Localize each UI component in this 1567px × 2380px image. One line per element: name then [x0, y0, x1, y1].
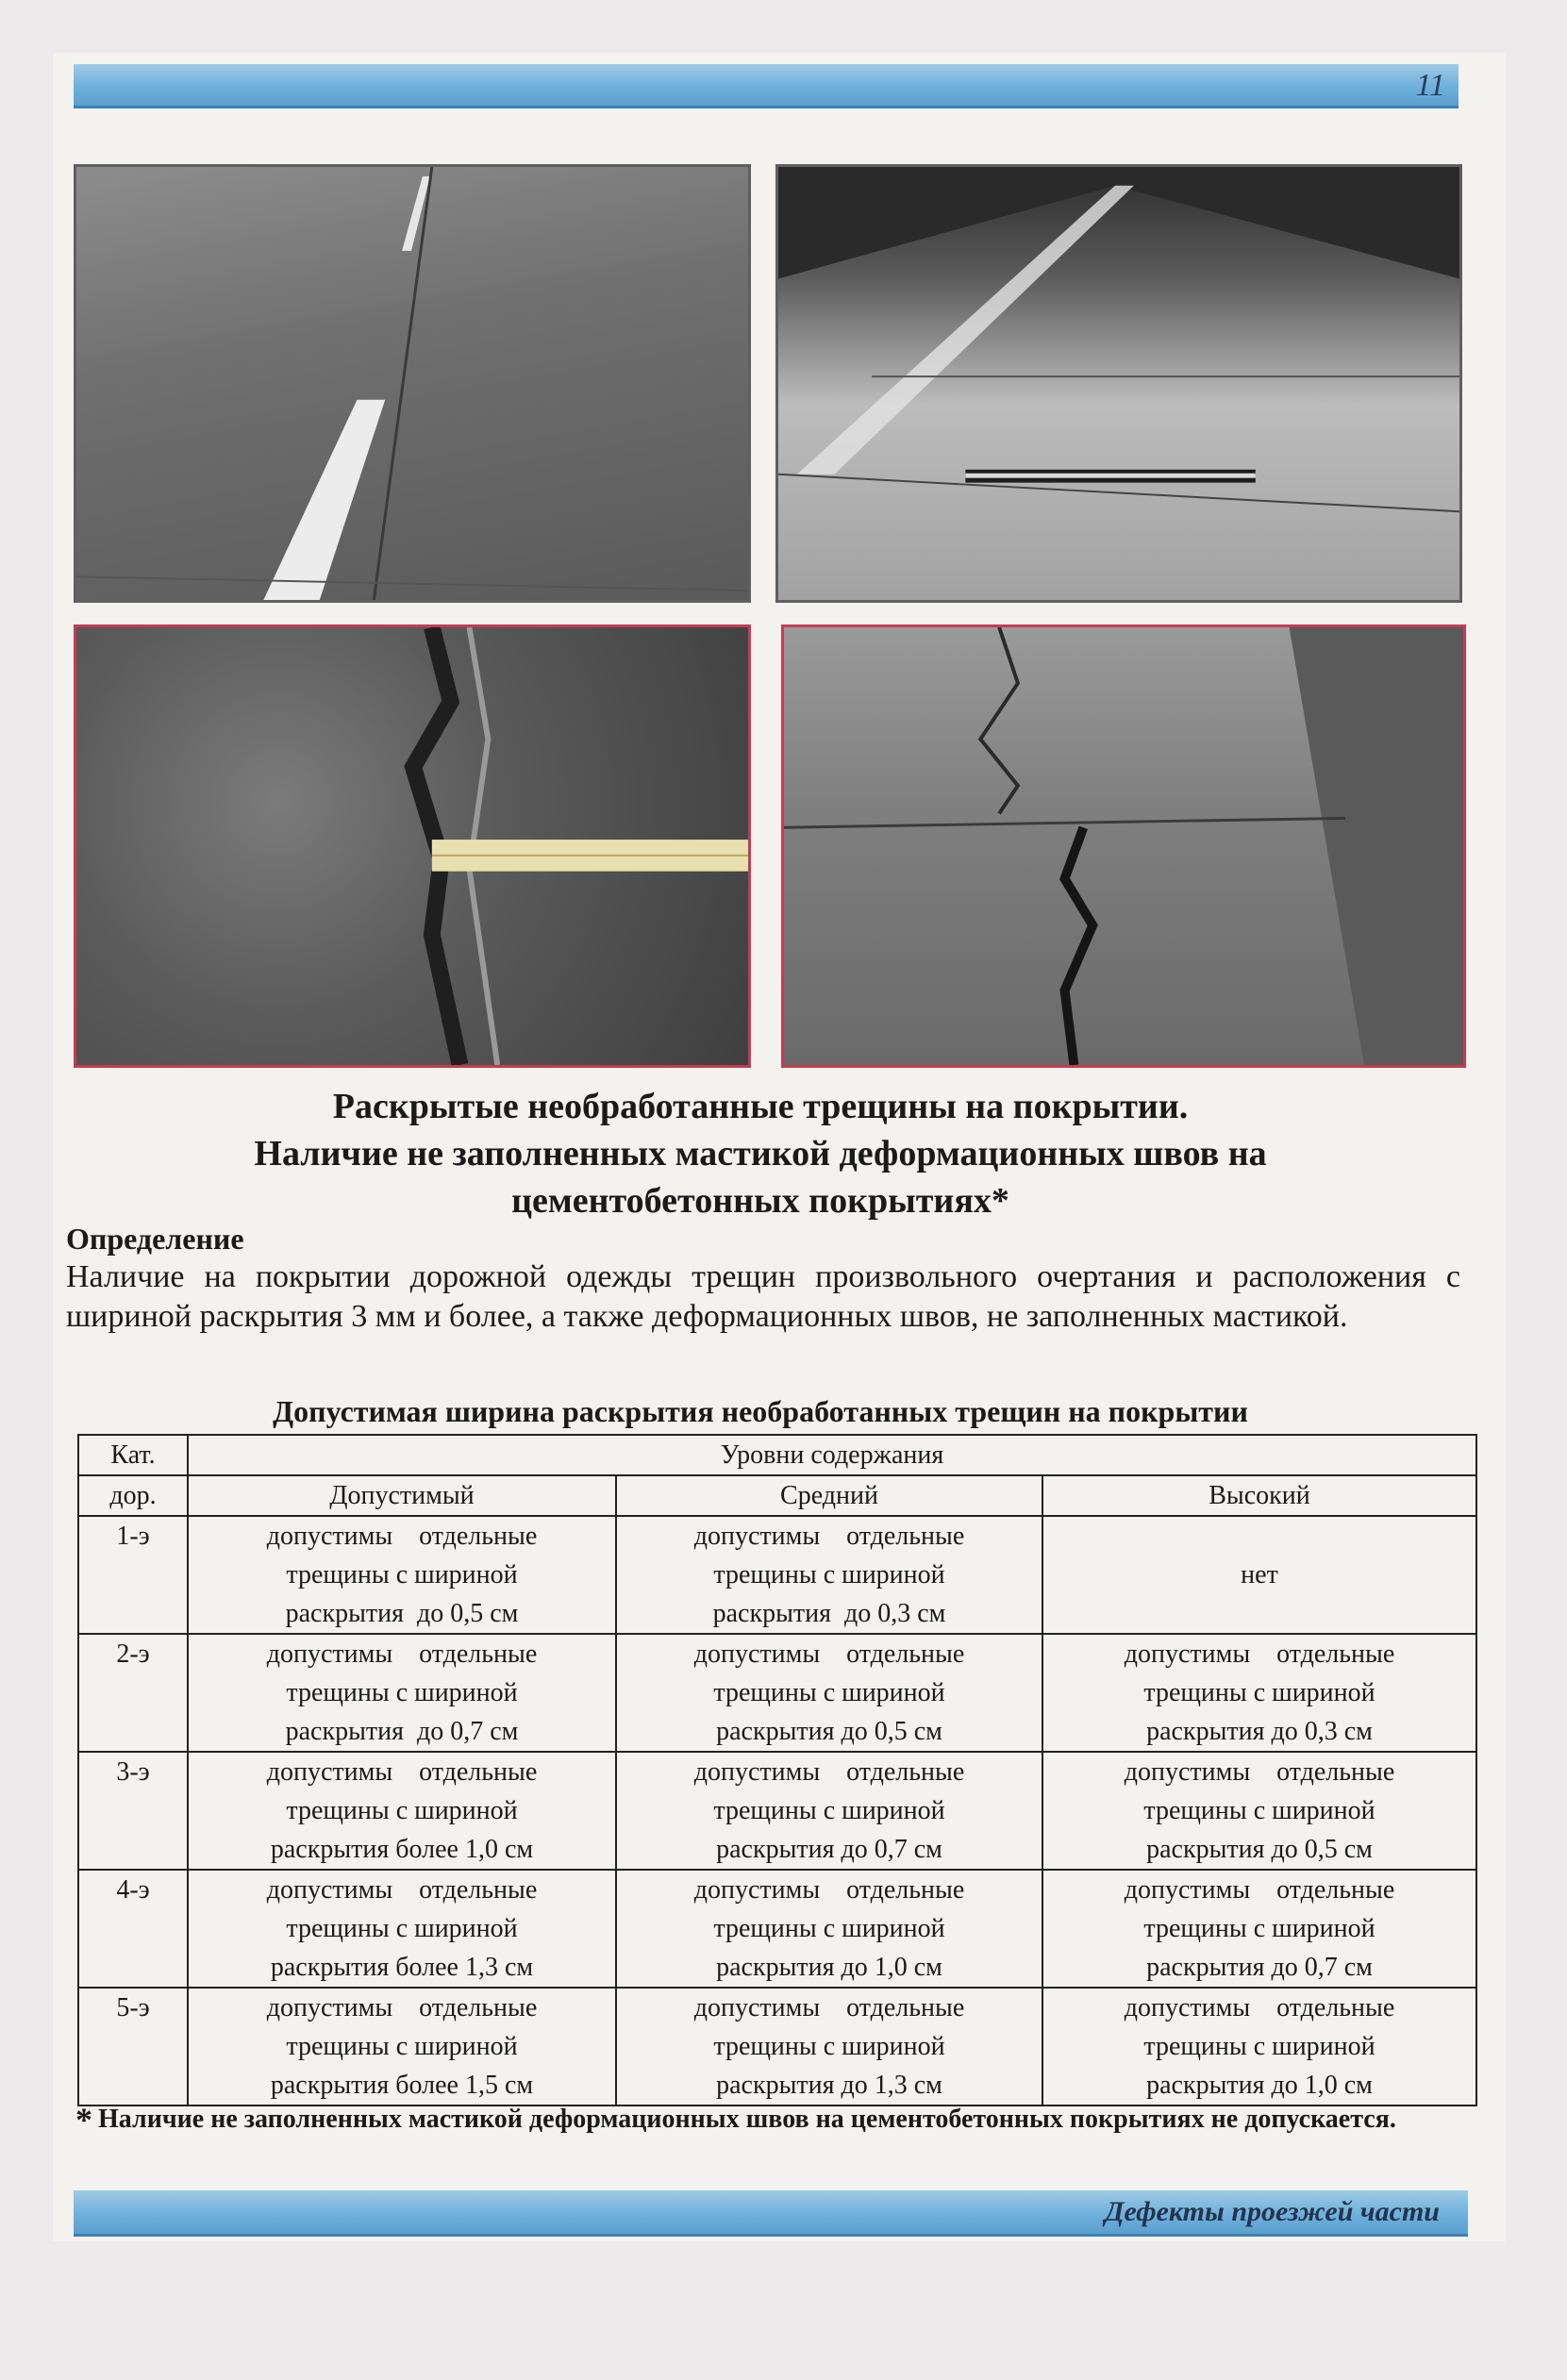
table-cell: [188, 1988, 616, 2105]
title-line-1: Раскрытые необработанные трещины на покрытии.: [332, 1087, 1189, 1126]
cell-line: допустимы отдельные: [693, 1757, 965, 1787]
cell-line: раскрытия более 1,0 см: [270, 1835, 534, 1864]
table-cell: [188, 1634, 616, 1752]
cell-line: трещины с шириной: [1143, 2032, 1375, 2061]
table-cell: [188, 1752, 616, 1870]
cell-line: трещины с шириной: [713, 1914, 945, 1943]
cell-line: допустимы отдельные: [266, 1522, 538, 1551]
cell-line: допустимы отдельные: [266, 1639, 538, 1669]
row-cat: 2-э: [78, 1634, 188, 1752]
cell-line: трещины с шириной: [1143, 1796, 1375, 1825]
cell-line: допустимы отдельные: [693, 1875, 965, 1905]
cell-line: трещины с шириной: [713, 1678, 945, 1707]
photo-road-wide-crack: [781, 624, 1466, 1068]
cell-line: раскрытия более 1,5 см: [270, 2071, 534, 2100]
cell-line: допустимы отдельные: [1124, 1639, 1395, 1669]
cell-line: трещины с шириной: [286, 1560, 518, 1589]
photo-asphalt-crack-tape: [74, 624, 751, 1068]
table-row: [78, 1752, 1476, 1870]
table-row: [78, 1870, 1476, 1988]
cell-line: трещины с шириной: [713, 1796, 945, 1825]
table-cell: [616, 1634, 1042, 1752]
table-cell: [616, 1870, 1042, 1988]
cell-line: нет: [1241, 1560, 1278, 1589]
header-level-allowed: Допустимый: [188, 1475, 616, 1516]
table-caption: Допустимая ширина раскрытия необработанных трещин на покрытии: [273, 1394, 1248, 1428]
title-line-3: цементобетонных покрытиях*: [511, 1181, 1009, 1221]
cell-line: раскрытия до 0,7 см: [1146, 1953, 1373, 1982]
table-cell: [1042, 1634, 1476, 1752]
definition-heading: Определение: [66, 1222, 244, 1256]
table-cell: [616, 1516, 1042, 1634]
cell-line: допустимы отдельные: [1124, 1757, 1395, 1787]
footer-bar: [74, 2190, 1468, 2237]
cell-line: раскрытия до 0,5 см: [716, 1717, 942, 1746]
table-cell: [616, 1752, 1042, 1870]
row-cat: 4-э: [78, 1870, 188, 1988]
photo-road-lane-marking: [74, 164, 751, 603]
table-header-row-2: [78, 1475, 1476, 1516]
cell-line: трещины с шириной: [286, 1796, 518, 1825]
cell-line: раскрытия до 0,3 см: [712, 1599, 946, 1628]
cell-line: допустимы отдельные: [1124, 1875, 1395, 1905]
cell-line: раскрытия до 1,0 см: [1146, 2071, 1373, 2100]
header-levels: Уровни содержания: [188, 1435, 1476, 1475]
table-cell: [616, 1988, 1042, 2105]
row-cat: 5-э: [78, 1988, 188, 2105]
row-cat: 1-э: [78, 1516, 188, 1634]
header-level-high: Высокий: [1042, 1475, 1476, 1516]
cell-line: раскрытия до 1,3 см: [716, 2071, 942, 2100]
cell-line: раскрытия до 1,0 см: [716, 1953, 942, 1982]
row-cat: 3-э: [78, 1752, 188, 1870]
cell-line: допустимы отдельные: [266, 1993, 538, 2022]
cell-line: раскрытия до 0,3 см: [1146, 1717, 1373, 1746]
table-row: [78, 1516, 1476, 1634]
definition-text: Наличие на покрытии дорожной одежды трещин произвольного очертания и расположения с шириной раскрытия 3 мм и более, а также деформационных швов, не заполненных мастикой.: [66, 1259, 1460, 1334]
table-row: [78, 1634, 1476, 1752]
cell-line: допустимы отдельные: [693, 1522, 965, 1551]
table-cell: [1042, 1988, 1476, 2105]
cell-line: трещины с шириной: [713, 2032, 945, 2061]
cell-line: трещины с шириной: [286, 1678, 518, 1707]
header-cat: Кат.: [78, 1435, 188, 1475]
table-cell: [1042, 1516, 1476, 1634]
page-number: 11: [1415, 68, 1445, 103]
table-cell: [1042, 1752, 1476, 1870]
table-cell: [188, 1870, 616, 1988]
cell-line: трещины с шириной: [1143, 1678, 1375, 1707]
footer-section-name: Дефекты проезжей части: [1105, 2196, 1440, 2227]
cell-line: трещины с шириной: [286, 2032, 518, 2061]
footnote-star: *: [75, 2101, 92, 2139]
title-line-2: Наличие не заполненных мастикой деформационных швов на: [254, 1134, 1267, 1173]
footnote-text: Наличие не заполненных мастикой деформационных швов на цементобетонных покрытиях не допускается.: [98, 2105, 1396, 2134]
cell-line: раскрытия более 1,3 см: [270, 1953, 534, 1982]
cell-line: раскрытия до 0,7 см: [285, 1717, 519, 1746]
crack-width-table: [77, 1434, 1477, 2106]
header-bar: [74, 64, 1459, 108]
cell-line: допустимы отдельные: [693, 1993, 965, 2022]
header-level-medium: Средний: [616, 1475, 1042, 1516]
table-cell: [188, 1516, 616, 1634]
cell-line: допустимы отдельные: [266, 1757, 538, 1787]
cell-line: трещины с шириной: [286, 1914, 518, 1943]
cell-line: трещины с шириной: [713, 1560, 945, 1589]
table-header-row-1: [78, 1435, 1476, 1475]
cell-line: допустимы отдельные: [266, 1875, 538, 1905]
cell-line: допустимы отдельные: [693, 1639, 965, 1669]
cell-line: допустимы отдельные: [1124, 1993, 1395, 2022]
footnote: [75, 2102, 1453, 2138]
table-row: [78, 1988, 1476, 2105]
cell-line: раскрытия до 0,5 см: [1146, 1835, 1373, 1864]
table-cell: [1042, 1870, 1476, 1988]
cell-line: раскрытия до 0,5 см: [285, 1599, 519, 1628]
cell-line: трещины с шириной: [1143, 1914, 1375, 1943]
header-road: дор.: [78, 1475, 188, 1516]
section-title: [74, 1083, 1447, 1224]
photo-concrete-road-ruler: [775, 164, 1462, 603]
cell-line: раскрытия до 0,7 см: [716, 1835, 942, 1864]
